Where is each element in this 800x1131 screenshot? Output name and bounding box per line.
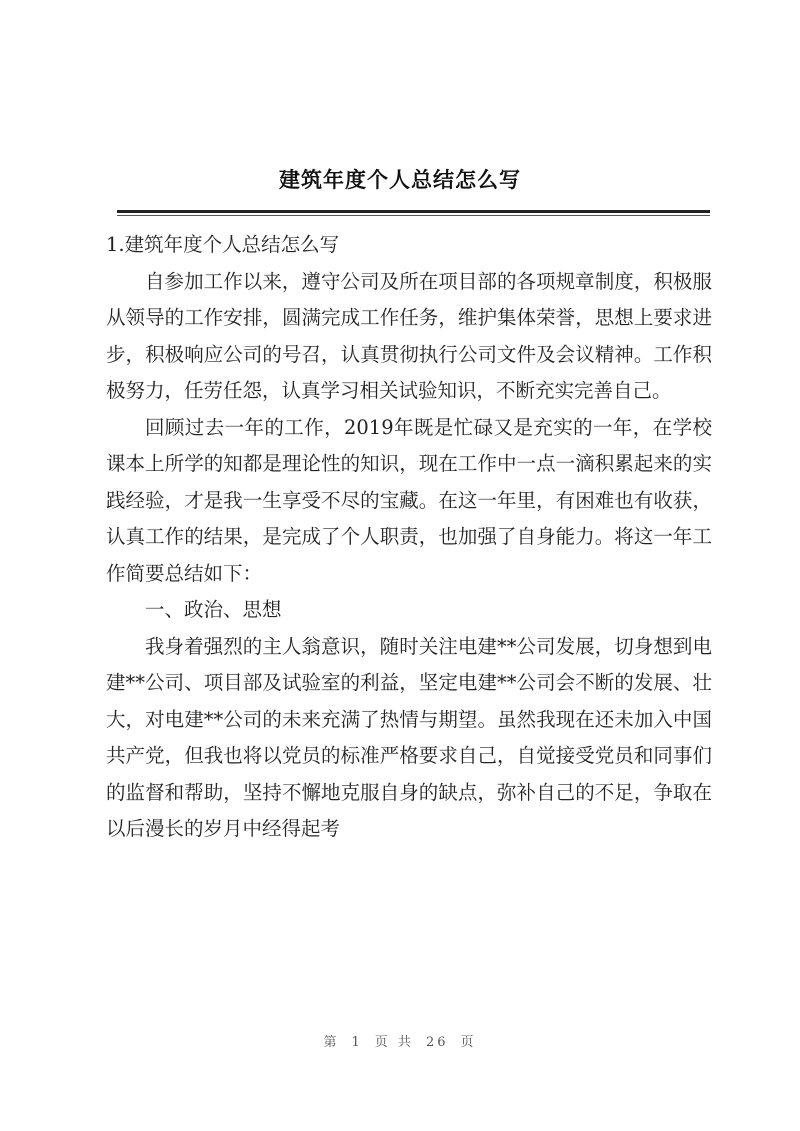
title-underline-thick: [117, 210, 710, 213]
footer-page-number: 1: [351, 1035, 363, 1050]
subsection-heading-politics: 一、政治、思想: [145, 598, 282, 621]
document-title: 建筑年度个人总结怎么写: [279, 167, 521, 192]
footer-label-of: 页 共: [374, 1035, 414, 1050]
footer-label-page: 第: [323, 1035, 340, 1050]
section-heading: 1.建筑年度个人总结怎么写: [106, 233, 340, 256]
footer-total-pages: 26: [425, 1035, 449, 1050]
paragraph-3: 我身着强烈的主人翁意识，随时关注电建**公司发展，切身想到电建**公司、项目部及试验室的利益，坚定电建**公司会不断的发展、壮大，对电建**公司的未来充满了热情与期望。虽然我现在还未加入中国共产党，但我也将以党员的标准严格要求自己，自觉接受党员和同事们的监督和帮助，坚持不懈地克服自身的缺点，弥补自己的不足，争取在以后漫长的岁月中经得起考: [106, 634, 712, 840]
paragraph-2: 回顾过去一年的工作，2019年既是忙碌又是充实的一年，在学校课本上所学的知都是理论性的知识，现在工作中一点一滴积累起来的实践经验，才是我一生享受不尽的宝藏。在这一年里，有困难也有收获，认真工作的结果，是完成了个人职责，也加强了自身能力。将这一年工作简要总结如下：: [106, 415, 712, 585]
footer-label-pages: 页: [460, 1035, 477, 1050]
page-footer: [0, 1031, 800, 1050]
document-body: [106, 227, 712, 848]
paragraph-1: 自参加工作以来，遵守公司及所在项目部的各项规章制度，积极服从领导的工作安排，圆满完成工作任务，维护集体荣誉，思想上要求进步，积极响应公司的号召，认真贯彻执行公司文件及会议精神。工作积极努力，任劳任怨，认真学习相关试验知识，不断充实完善自己。: [106, 269, 712, 402]
title-underline-thin: [117, 215, 710, 216]
